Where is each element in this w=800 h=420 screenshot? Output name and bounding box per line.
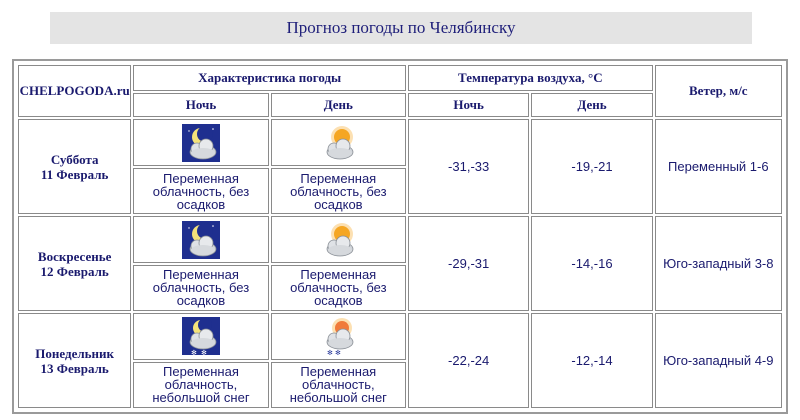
weather-night-header: Ночь	[133, 93, 268, 117]
sun-cloud-icon	[318, 123, 358, 163]
day-description: Переменная облачность, без осадков	[271, 265, 406, 311]
day-icon-cell	[271, 119, 406, 165]
svg-text:✻: ✻	[190, 349, 197, 357]
weather-header: Характеристика погоды	[133, 65, 406, 91]
temp-header: Температура воздуха, °C	[408, 65, 653, 91]
night-description: Переменная облачность, небольшой снег	[133, 362, 268, 408]
day-weekday: Воскресенье	[37, 248, 112, 264]
temp-day: -12,-14	[531, 313, 652, 408]
svg-text:✻: ✻	[335, 349, 342, 357]
temp-day-header: День	[531, 93, 652, 117]
day-weekday: Понедельник	[35, 345, 114, 361]
day-description: Переменная облачность, без осадков	[271, 168, 406, 214]
temp-night-header: Ночь	[408, 93, 529, 117]
night-description: Переменная облачность, без осадков	[133, 168, 268, 214]
sun-cloud-snow-icon	[318, 316, 358, 356]
day-icon-cell	[271, 216, 406, 262]
day-weekday: Суббота	[50, 151, 99, 167]
sun-cloud-icon	[318, 220, 358, 260]
day-date: 13 Февраль	[40, 360, 109, 376]
day-cell	[18, 216, 131, 311]
svg-text:✻: ✻	[200, 349, 207, 357]
day-cell	[18, 119, 131, 214]
moon-cloud-icon	[181, 220, 221, 260]
day-icon-cell	[271, 313, 406, 359]
day-cell	[18, 313, 131, 408]
moon-cloud-icon	[181, 123, 221, 163]
night-description: Переменная облачность, без осадков	[133, 265, 268, 311]
forecast-table	[16, 63, 784, 410]
temp-day: -19,-21	[531, 119, 652, 214]
site-label: CHELPOGODA.ru	[18, 65, 131, 117]
moon-cloud-snow-icon	[181, 316, 221, 356]
forecast-frame	[12, 59, 788, 414]
page-title: Прогноз погоды по Челябинску	[50, 12, 752, 44]
weather-day-header: День	[271, 93, 406, 117]
temp-night: -31,-33	[408, 119, 529, 214]
svg-text:✻: ✻	[327, 349, 334, 357]
wind: Юго-западный 3-8	[655, 216, 782, 311]
day-date: 11 Февраль	[40, 166, 109, 182]
night-icon-cell	[133, 216, 268, 262]
temp-night: -22,-24	[408, 313, 529, 408]
night-icon-cell	[133, 313, 268, 359]
day-date: 12 Февраль	[40, 263, 109, 279]
wind: Переменный 1-6	[655, 119, 782, 214]
wind-header: Ветер, м/с	[655, 65, 782, 117]
temp-day: -14,-16	[531, 216, 652, 311]
night-icon-cell	[133, 119, 268, 165]
temp-night: -29,-31	[408, 216, 529, 311]
day-description: Переменная облачность, небольшой снег	[271, 362, 406, 408]
wind: Юго-западный 4-9	[655, 313, 782, 408]
